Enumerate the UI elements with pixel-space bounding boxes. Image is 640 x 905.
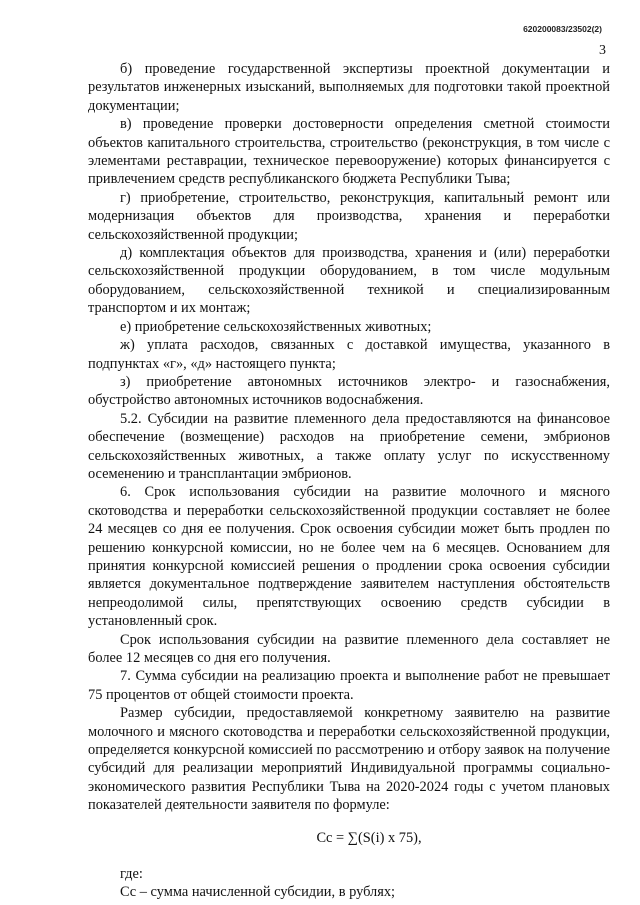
paragraph-b: б) проведение государственной экспертизы проектной документации и результатов инженерных изысканий, выполняемых для подготовки такой проектной документации; <box>88 61 610 114</box>
paragraph-7: 7. Сумма субсидии на реализацию проекта и выполнение работ не превышает 75 процентов от общей стоимости проекта. <box>88 668 610 703</box>
paragraph-5-2: 5.2. Субсидии на развитие племенного дела предоставляются на финансовое обеспечение (возмещение) расходов на приобретение семени, эмбрионов сельскохозяйственных животных, а также оплату услуг по искусственному осеменению и трансплантации эмбрионов. <box>88 410 610 482</box>
paragraph-d: д) комплектация объектов для производства, хранения и (или) переработки сельскохозяйственной продукции оборудованием, в том числе модульным оборудованием, сельскохозяйственной техникой и специализированным транспортом и их монтаж; <box>88 245 610 317</box>
paragraph-6: 6. Срок использования субсидии на развитие молочного и мясного скотоводства и переработки сельскохозяйственной продукции составляет не более 24 месяцев со дня ее получения. Срок освоения субсидии может быть продлен по решению конкурсной комиссии, но не более чем на 6 месяцев. Основанием для принятия конкурсной комиссией решения о продлении срока освоения субсидии является документальное подтверждение заявителем наступления обстоятельств непреодолимой силы, препятствующих освоению средств субсидии в установленный срок. <box>88 484 610 630</box>
where-label: где: <box>120 866 143 883</box>
paragraph-z: з) приобретение автономных источников электро- и газоснабжения, обустройство автономных источников водоснабжения. <box>88 373 610 409</box>
paragraph-zh: ж) уплата расходов, связанных с доставкой имущества, указанного в подпунктах «г», «д» настоящего пункта; <box>88 337 610 372</box>
document-code: 620200083/23502(2) <box>523 24 602 34</box>
paragraph-v: в) проведение проверки достоверности определения сметной стоимости объектов капитального строительства, строительство (реконструкция, в том числе с элементами реставрации, техническое перевооружение) которых финансируется с привлечением средств республиканского бюджета Республики Тыва; <box>88 116 610 188</box>
paragraph-6-breeding-term: Срок использования субсидии на развитие племенного дела составляет не более 12 месяцев со дня его получения. <box>88 631 610 666</box>
paragraph-7-subsidy-size: Размер субсидии, предоставляемой конкретному заявителю на развитие молочного и мясного скотоводства и переработки сельскохозяйственной продукции, определяется конкурсной комиссией по рассмотрению и отбору заявок на получение субсидий для реализации мероприятий Индивидуальной программы социально-экономического развития Республики Тыва на 2020-2024 годы с учетом плановых показателей деятельности заявителя по формуле: <box>88 705 610 814</box>
definition-cc: Сс – сумма начисленной субсидии, в рублях; <box>120 884 396 901</box>
paragraph-e: е) приобретение сельскохозяйственных животных; <box>120 318 432 335</box>
page-number: 3 <box>599 43 606 58</box>
paragraph-g: г) приобретение, строительство, реконструкция, капитальный ремонт или модернизация объектов для производства, хранения и переработки сельскохозяйственной продукции; <box>88 189 610 243</box>
subsidy-formula: Cc = ∑(S(i) x 75), <box>316 829 422 846</box>
document-body <box>88 60 610 902</box>
